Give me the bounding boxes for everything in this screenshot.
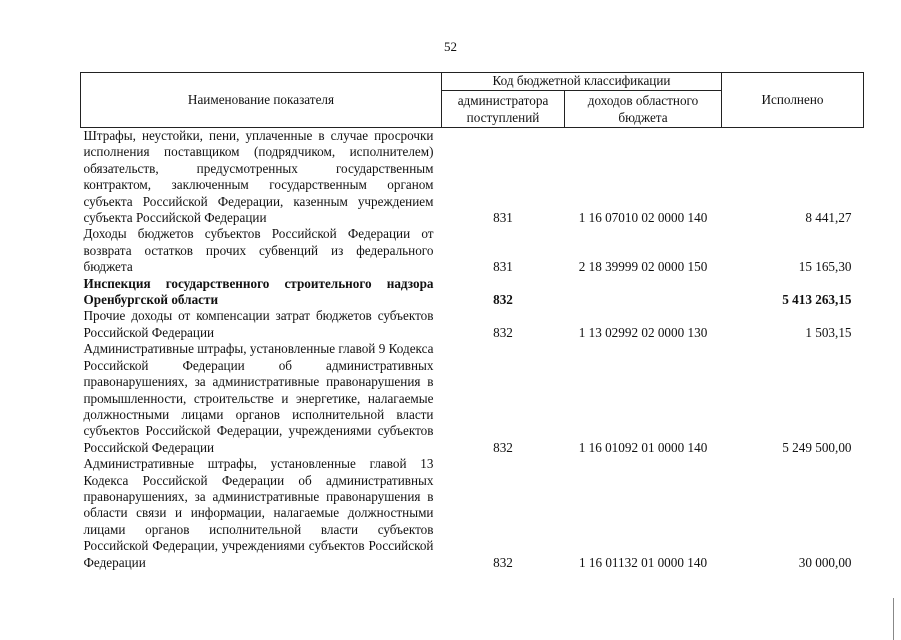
page-number: 52 bbox=[444, 39, 457, 54]
row-name: Инспекция государственного строительного надзора Оренбургской области bbox=[83, 275, 434, 308]
row-name: Штрафы, неустойки, пени, уплаченные в случае просрочки исполнения поставщиком (подрядчиком, исполнителем) обязательств, предусмотренных государственным контрактом, заключенным государственным органом субъекта Российской Федерации, казенным учреждением субъекта Российской Федерации bbox=[83, 128, 434, 226]
table-row bbox=[81, 128, 864, 227]
row-admin-code: 832 bbox=[493, 554, 513, 570]
table-row bbox=[81, 456, 864, 571]
row-admin-code: 831 bbox=[493, 210, 513, 226]
header-income: доходов областного бюджета bbox=[565, 91, 722, 128]
header-done: Исполнено bbox=[722, 73, 864, 128]
row-name: Прочие доходы от компенсации затрат бюджетов субъектов Российской Федерации bbox=[83, 308, 434, 340]
header-budget-code: Код бюджетной классификации bbox=[442, 73, 722, 91]
header-name: Наименование показателя bbox=[81, 73, 442, 128]
row-admin-code: 832 bbox=[493, 324, 513, 340]
row-executed: 5 249 500,00 bbox=[782, 439, 852, 455]
row-admin-code: 831 bbox=[493, 259, 513, 275]
row-income-code bbox=[565, 276, 722, 309]
row-income-code: 1 13 02992 02 0000 130 bbox=[578, 324, 708, 340]
table-row bbox=[81, 308, 864, 341]
row-executed: 1 503,15 bbox=[805, 324, 852, 340]
header-admin: администратора поступлений bbox=[442, 91, 565, 128]
scan-edge-line bbox=[893, 598, 894, 640]
row-income-code: 1 16 07010 02 0000 140 bbox=[578, 210, 708, 226]
row-name: Административные штрафы, установленные главой 9 Кодекса Российской Федерации об административных правонарушениях, за административные правонарушения в промышленности, строительстве и энергетике, налагаемые должностными лицами органов исполнительной власти субъектов Российской Федерации, учреждениями субъектов Российской Федерации bbox=[83, 341, 434, 455]
table-row bbox=[81, 226, 864, 275]
row-income-code: 1 16 01092 01 0000 140 bbox=[578, 439, 708, 455]
budget-table bbox=[80, 72, 864, 571]
table-body bbox=[81, 128, 864, 571]
row-admin-code: 832 bbox=[493, 292, 513, 308]
row-executed: 5 413 263,15 bbox=[782, 292, 852, 308]
row-executed: 30 000,00 bbox=[798, 554, 852, 570]
row-name: Доходы бюджетов субъектов Российской Федерации от возврата остатков прочих субвенций из федерального бюджета bbox=[83, 226, 434, 275]
row-income-code: 1 16 01132 01 0000 140 bbox=[578, 554, 708, 570]
row-admin-code: 832 bbox=[493, 439, 513, 455]
table-row bbox=[81, 276, 864, 309]
row-executed: 15 165,30 bbox=[798, 259, 852, 275]
row-name: Административные штрафы, установленные главой 13 Кодекса Российской Федерации об административных правонарушениях, за административные правонарушения в области связи и информации, налагаемые должностными лицами органов исполнительной власти субъектов Российской Федерации, учреждениями субъектов Российской Федерации bbox=[83, 456, 434, 570]
table-row bbox=[81, 341, 864, 456]
row-income-code: 2 18 39999 02 0000 150 bbox=[578, 259, 708, 275]
row-executed: 8 441,27 bbox=[805, 210, 852, 226]
